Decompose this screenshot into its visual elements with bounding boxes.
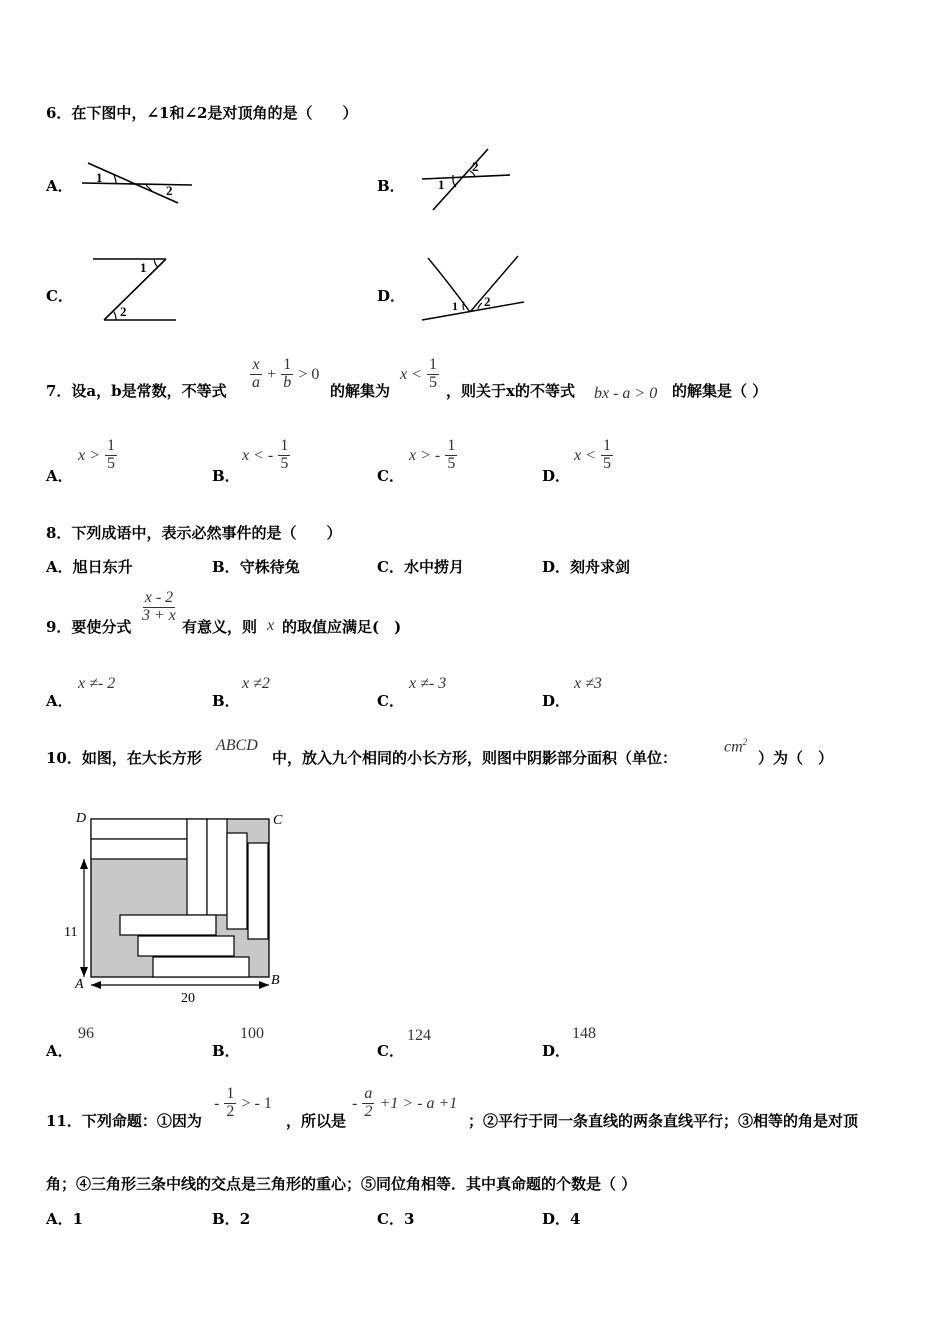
q10-stem-pre: 10．如图，在大长方形 [46,749,202,767]
q11-stem-mid: ，所以是 [286,1112,347,1130]
q6-b-angle2: 2 [472,159,479,174]
q6-figure-a [80,155,200,207]
q6-b-angle1: 1 [438,177,445,192]
q10-option-d-label[interactable]: D． [542,1042,571,1060]
q7-option-a-expr: x > $\frac{1}{5}$ [78,437,115,472]
q8-stem: 8．下列成语中，表示必然事件的是（ ） [46,524,342,542]
q7-solution: x < $\frac{1}{5}$ [400,356,437,391]
q6-c-angle1: 1 [140,260,147,275]
q6-option-d-label[interactable]: D． [377,287,406,305]
q11-option-a[interactable]: A．1 [46,1210,84,1228]
q9-option-b-label[interactable]: B． [212,692,240,710]
q10-figure [62,805,297,1010]
q7-option-d-expr: x < $\frac{1}{5}$ [574,437,611,472]
q10-stem-mid: 中，放入九个相同的小长方形，则图中阴影部分面积（单位： [272,749,678,767]
q8-option-b[interactable]: B．守株待兔 [212,558,300,576]
q7-option-c-expr: x > - $\frac{1}{5}$ [409,437,456,472]
q11-option-c[interactable]: C．3 [377,1210,415,1228]
q10-label-c: C [273,813,283,828]
q10-label-width: 20 [181,991,195,1006]
q11-claim1-expr: - $\frac{1}{2}$ > - 1 [214,1085,272,1120]
q7-option-d-label[interactable]: D． [542,467,571,485]
q6-figure-c [88,252,183,327]
q7-option-b-expr: x < - $\frac{1}{5}$ [242,437,289,472]
q6-option-a-label[interactable]: A． [46,177,73,195]
q9-option-a-label[interactable]: A． [46,692,73,710]
q7-option-a-label[interactable]: A． [46,467,73,485]
q10-option-a-value: 96 [78,1025,94,1042]
q10-option-b-label[interactable]: B． [212,1042,240,1060]
q10-label-a: A [75,977,84,992]
q10-label-d: D [76,811,87,826]
q10-label-b: B [271,973,280,988]
q7-stem-mid: 的解集为 [330,382,391,400]
q10-unit: $cm^2$ [724,737,748,756]
q11-stem-post: ；②平行于同一条直线的两条直线平行；③相等的角是对顶 [468,1112,859,1130]
q6-figure-d [418,252,528,327]
q10-option-c-label[interactable]: C． [377,1042,404,1060]
q10-rect-name: ABCD [216,737,258,754]
q9-option-b-expr: x ≠2 [242,675,270,692]
q10-option-c-value: 124 [407,1027,431,1044]
q10-stem-post: ）为（ ） [758,749,834,767]
q8-option-d[interactable]: D．刻舟求剑 [542,558,631,576]
q7-option-c-label[interactable]: C． [377,467,404,485]
q9-option-a-expr: x ≠- 2 [78,675,116,692]
q6-a-angle1: 1 [96,170,103,185]
q7-stem-mid2: ，则关于x的不等式 [446,382,575,400]
q9-option-d-expr: x ≠3 [574,675,602,692]
q7-inequality: $\frac{x}{a}$ + $\frac{1}{b}$ > 0 [252,356,320,391]
q10-option-a-label[interactable]: A． [46,1042,73,1060]
q11-stem-pre: 11．下列命题：①因为 [46,1112,202,1130]
q10-label-height: 11 [64,925,78,940]
q6-c-angle2: 2 [120,304,127,319]
q6-option-b-label[interactable]: B． [377,177,405,195]
q6-a-angle2: 2 [166,183,173,198]
q7-inequality2: bx - a > 0 [594,385,658,402]
q11-claim1-conclusion: - $\frac{a}{2}$ +1 > - a +1 [352,1085,458,1120]
q9-option-d-label[interactable]: D． [542,692,571,710]
q11-stem-line2: 角；④三角形三条中线的交点是三角形的重心；⑤同位角相等．其中真命题的个数是（ ） [46,1175,637,1193]
q9-var: x [267,617,275,634]
q11-option-d[interactable]: D．4 [542,1210,581,1228]
q7-stem-post: 的解集是（ ） [672,382,768,400]
q6-stem: 6．在下图中，∠1和∠2是对顶角的是（ ） [46,104,358,122]
q6-d-angle2: 2 [484,294,491,309]
q9-stem-pre: 9．要使分式 [46,618,132,636]
q10-option-b-value: 100 [240,1025,264,1042]
q9-stem-mid: 有意义，则 [182,618,258,636]
q11-option-b[interactable]: B．2 [212,1210,251,1228]
q6-option-c-label[interactable]: C． [46,287,73,305]
q9-fraction: $\frac{x - 2}{3 + x}$ [142,589,176,624]
q7-option-b-label[interactable]: B． [212,467,240,485]
q9-option-c-label[interactable]: C． [377,692,404,710]
q10-option-d-value: 148 [572,1025,596,1042]
q6-figure-b [418,145,513,215]
q7-stem-pre: 7．设a，b是常数，不等式 [46,382,227,400]
q6-d-angle1: 1 [452,299,458,313]
q8-option-c[interactable]: C．水中捞月 [377,558,464,576]
q9-stem-post: 的取值应满足( ) [282,618,402,636]
q9-option-c-expr: x ≠- 3 [409,675,447,692]
q8-option-a[interactable]: A．旭日东升 [46,558,133,576]
